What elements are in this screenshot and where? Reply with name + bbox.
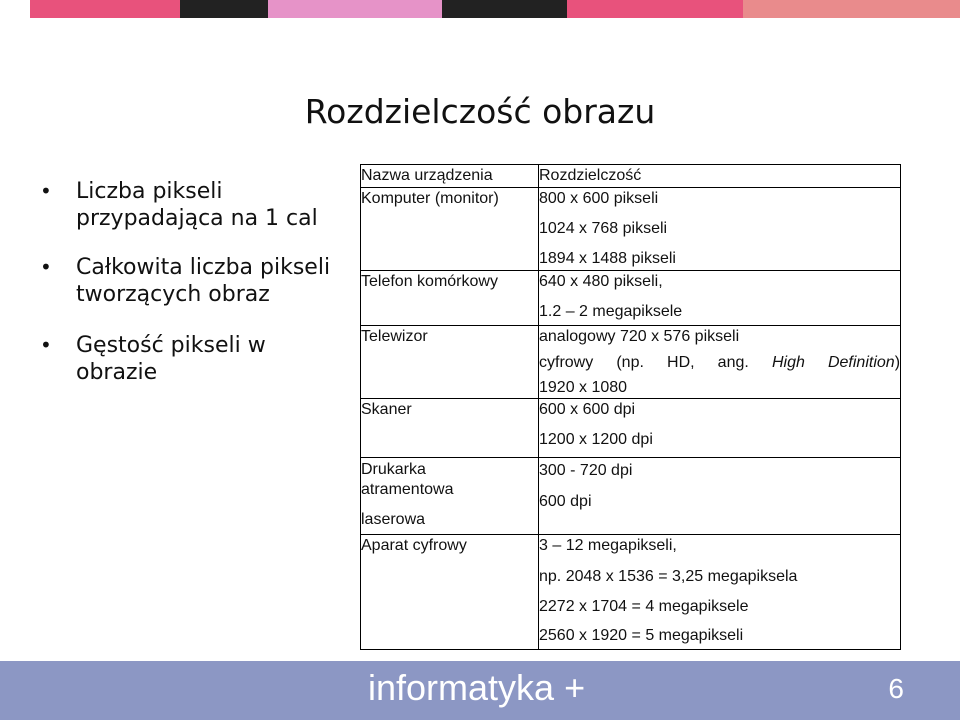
bullet-icon: • <box>40 179 52 203</box>
footer-bar <box>0 661 960 720</box>
bar-segment <box>567 0 743 18</box>
table-header-row <box>361 165 901 188</box>
bullet-item: • Gęstość pikseli w obrazie <box>40 333 266 385</box>
bar-segment <box>743 0 960 18</box>
bullet-item: • Liczba pikseli przypadająca na 1 cal <box>40 179 318 231</box>
device-cell: Telewizor <box>361 326 539 399</box>
resolution-cell: 640 x 480 pikseli, 1.2 – 2 megapiksele <box>539 271 901 326</box>
table-row <box>361 458 901 535</box>
table-row <box>361 188 901 271</box>
bullet-icon: • <box>40 255 52 279</box>
device-cell: Aparat cyfrowy <box>361 535 539 650</box>
resolution-cell: 300 - 720 dpi 600 dpi <box>539 458 901 535</box>
top-color-bar <box>0 0 960 18</box>
device-cell: Telefon komórkowy <box>361 271 539 326</box>
device-cell: Drukarka atramentowa laserowa <box>361 458 539 535</box>
bar-segment <box>268 0 442 18</box>
bullet-item: • Całkowita liczba pikseli tworzących obraz <box>40 255 331 307</box>
device-cell: Komputer (monitor) <box>361 188 539 271</box>
header-cell-device: Nazwa urządzenia <box>361 165 539 188</box>
resolution-cell: analogowy 720 x 576 pikseli cyfrowy (np. HD, ang. High Definition) 1920 x 1080 <box>539 326 901 399</box>
slide-title: Rozdzielczość obrazu <box>304 92 656 131</box>
resolution-cell: 800 x 600 pikseli 1024 x 768 pikseli 1894 x 1488 pikseli <box>539 188 901 271</box>
footer-brand: informatyka + <box>368 667 586 708</box>
bar-segment <box>180 0 268 18</box>
header-cell-resolution: Rozdzielczość <box>539 165 901 188</box>
page-number: 6 <box>888 673 904 704</box>
resolution-cell: 600 x 600 dpi 1200 x 1200 dpi <box>539 399 901 458</box>
resolution-cell: 3 – 12 megapikseli, np. 2048 x 1536 = 3,25 megapiksela 2272 x 1704 = 4 megapiksele 2560 x 1920 = 5 megapikseli <box>539 535 901 650</box>
bar-segment <box>30 0 180 18</box>
table-row <box>361 535 901 650</box>
resolution-table <box>360 164 901 650</box>
bar-segment <box>0 0 30 18</box>
bullet-icon: • <box>40 333 52 357</box>
tv-digital-line: cyfrowy (np. HD, ang. High Definition) <box>539 354 901 371</box>
table-row <box>361 326 901 399</box>
bar-segment <box>442 0 567 18</box>
table-row <box>361 399 901 458</box>
bullet-list <box>40 178 340 408</box>
device-cell: Skaner <box>361 399 539 458</box>
table-row <box>361 271 901 326</box>
